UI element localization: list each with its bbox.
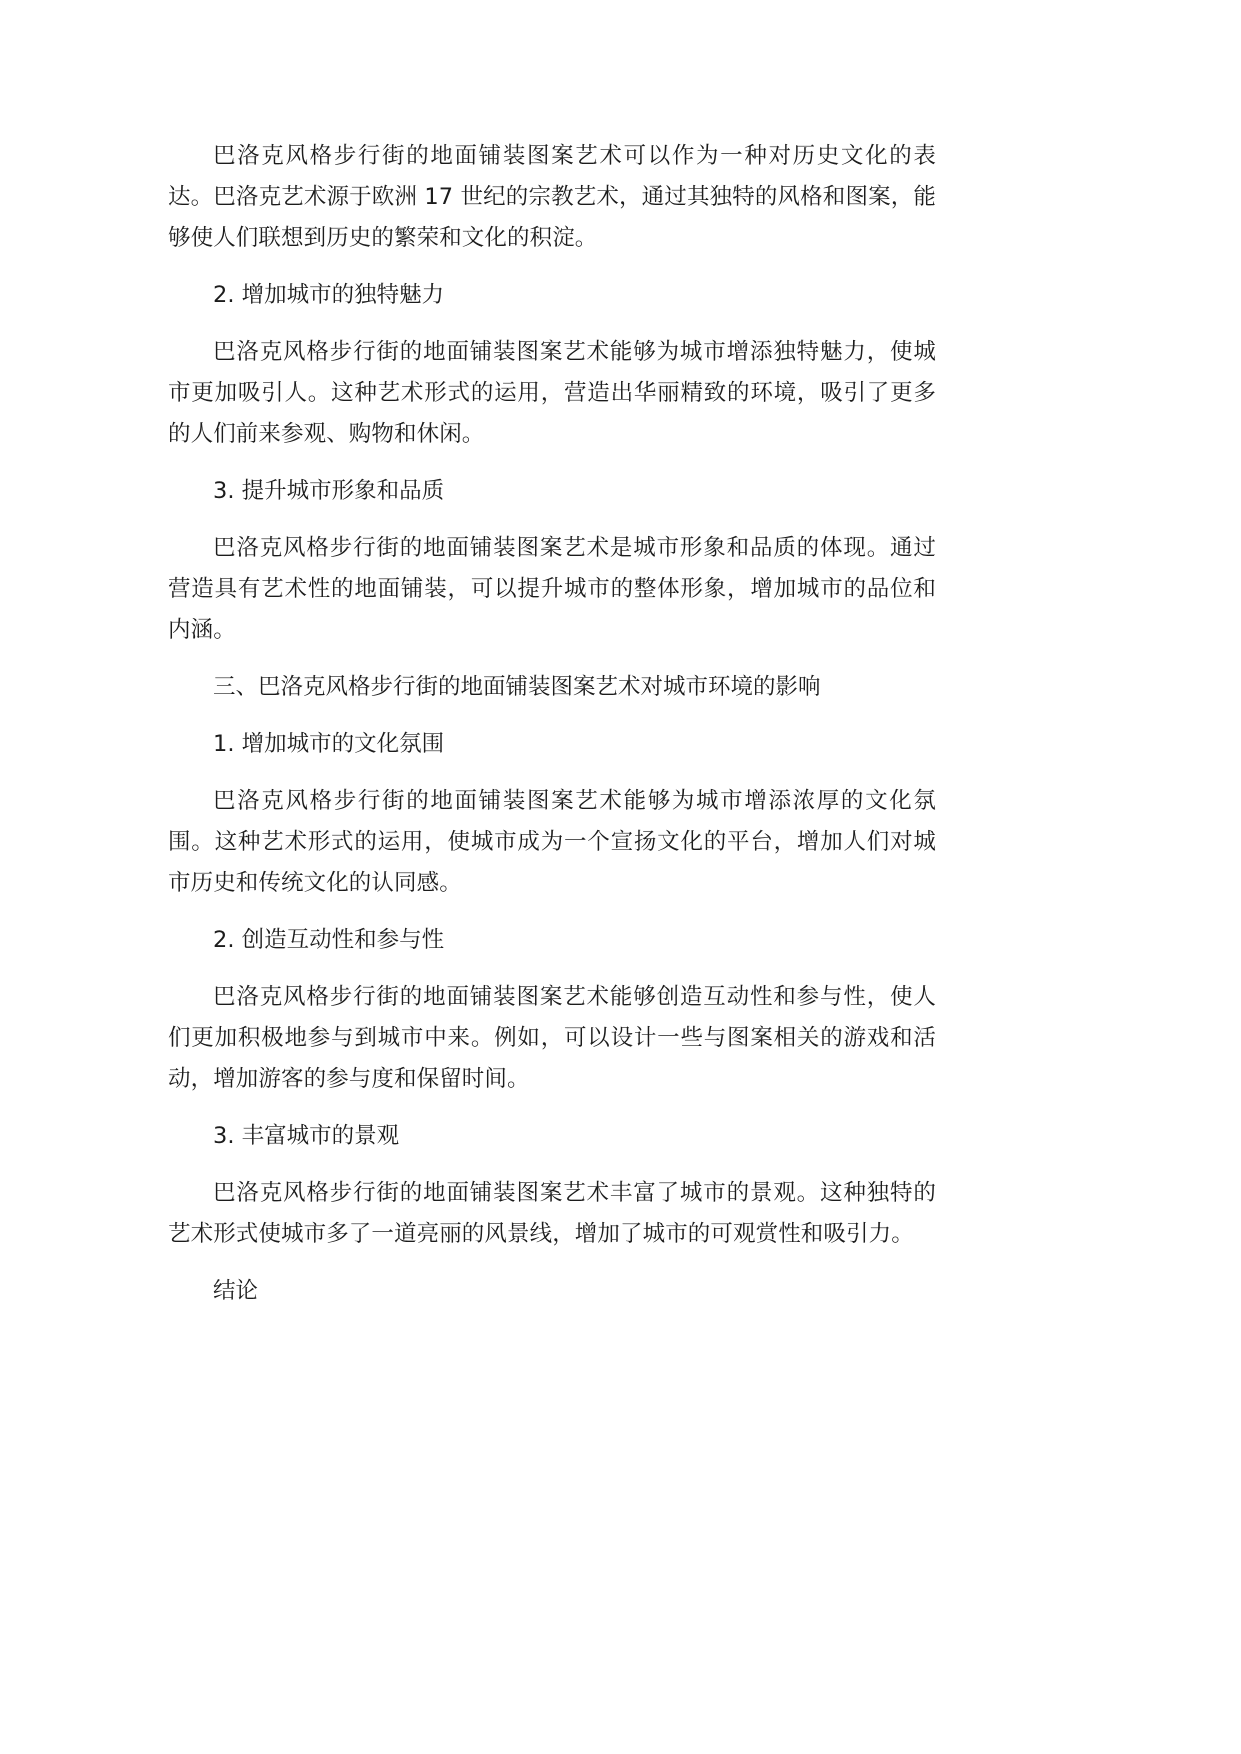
conclusion-heading: 结论 bbox=[213, 1278, 259, 1304]
paragraph-unique-charm: 巴洛克风格步行街的地面铺装图案艺术能够为城市增添独特魅力，使城市更加吸引人。这种艺术形式的运用，营造出华丽精致的环境，吸引了更多的人们前来参观、购物和休闲。 bbox=[168, 339, 936, 447]
document-body bbox=[168, 136, 936, 1328]
section-heading-environment-impact: 三、巴洛克风格步行街的地面铺装图案艺术对城市环境的影响 bbox=[213, 674, 821, 700]
subheading-landscape: 3. 丰富城市的景观 bbox=[213, 1123, 400, 1149]
paragraph-cultural-atmosphere: 巴洛克风格步行街的地面铺装图案艺术能够为城市增添浓厚的文化氛围。这种艺术形式的运用，使城市成为一个宣扬文化的平台，增加人们对城市历史和传统文化的认同感。 bbox=[168, 788, 936, 896]
subheading-city-image: 3. 提升城市形象和品质 bbox=[213, 478, 445, 504]
paragraph-history-expression: 巴洛克风格步行街的地面铺装图案艺术可以作为一种对历史文化的表达。巴洛克艺术源于欧洲 17 世纪的宗教艺术，通过其独特的风格和图案，能够使人们联想到历史的繁荣和文化的积淀。 bbox=[168, 143, 936, 251]
subheading-cultural-atmosphere: 1. 增加城市的文化氛围 bbox=[213, 731, 445, 757]
subheading-unique-charm: 2. 增加城市的独特魅力 bbox=[213, 282, 445, 308]
paragraph-landscape: 巴洛克风格步行街的地面铺装图案艺术丰富了城市的景观。这种独特的艺术形式使城市多了一道亮丽的风景线，增加了城市的可观赏性和吸引力。 bbox=[168, 1180, 936, 1247]
paragraph-city-image: 巴洛克风格步行街的地面铺装图案艺术是城市形象和品质的体现。通过营造具有艺术性的地面铺装，可以提升城市的整体形象，增加城市的品位和内涵。 bbox=[168, 535, 936, 643]
paragraph-interactivity: 巴洛克风格步行街的地面铺装图案艺术能够创造互动性和参与性，使人们更加积极地参与到城市中来。例如，可以设计一些与图案相关的游戏和活动，增加游客的参与度和保留时间。 bbox=[168, 984, 936, 1092]
subheading-interactivity: 2. 创造互动性和参与性 bbox=[213, 927, 445, 953]
